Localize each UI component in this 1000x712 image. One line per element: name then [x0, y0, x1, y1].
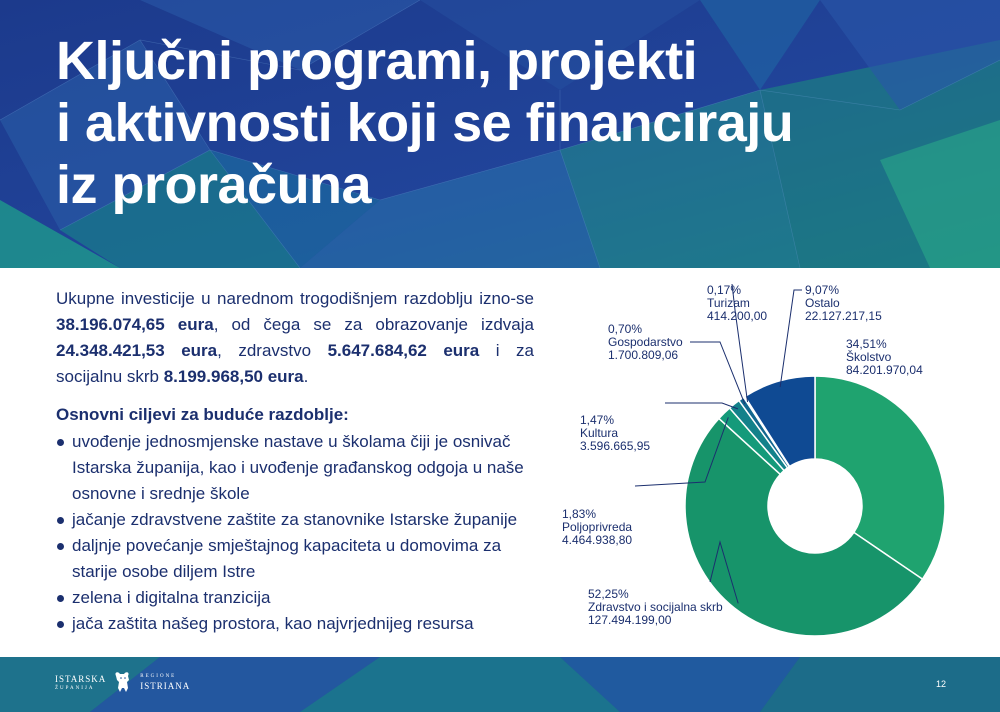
intro-paragraph	[56, 286, 534, 390]
leader-kultura	[665, 403, 738, 409]
donut-slices	[685, 376, 945, 636]
leader-ostalo	[780, 290, 802, 387]
title-line-1: Ključni programi, projekti	[56, 31, 698, 91]
logo-right-name: ISTRIANA	[140, 680, 191, 691]
label-name: Poljoprivreda	[562, 520, 633, 534]
logo-left-sub: ŽUPANIJA	[55, 685, 95, 691]
label-amount: 3.596.665,95	[580, 439, 651, 453]
label-zdravstvo-i-socijalna-skrb	[588, 587, 723, 627]
label-percent: 0,70%	[608, 322, 643, 336]
label-ostalo	[805, 283, 882, 323]
label-name: Kultura	[580, 426, 619, 440]
total-amount: 38.196.074,65 eura	[56, 315, 214, 334]
label-gospodarstvo	[608, 322, 683, 362]
label-skolstvo	[846, 337, 923, 377]
label-percent: 1,47%	[580, 413, 615, 427]
label-amount: 414.200,00	[707, 309, 768, 323]
header-banner	[0, 0, 1000, 268]
intro-text-3: , zdravstvo	[217, 341, 328, 360]
body-text	[56, 286, 534, 637]
education-amount: 24.348.421,53 eura	[56, 341, 218, 360]
leader-gospodarstvo	[690, 342, 745, 404]
footer	[0, 657, 1000, 712]
intro-text-1: Ukupne investicije u narednom trogodišnjem razdoblju izno-se	[56, 289, 534, 308]
logo-left-text	[55, 673, 106, 692]
logo-right-sub: REGIONE	[140, 673, 177, 679]
page-title	[56, 30, 793, 216]
label-percent: 52,25%	[588, 587, 629, 601]
goal-item: zelena i digitalna tranzicija	[56, 585, 534, 611]
title-line-3: iz proračuna	[56, 155, 372, 215]
goat-icon	[112, 670, 134, 694]
goals-list	[56, 429, 534, 637]
label-name: Turizam	[707, 296, 750, 310]
donut-svg	[540, 270, 1000, 650]
intro-text-2: , od čega se za obrazovanje izdvaja	[213, 315, 534, 334]
goal-item: daljnje povećanje smještajnog kapaciteta u domovima za starije osobe diljem Istre	[56, 533, 534, 585]
label-kultura	[580, 413, 650, 453]
social-amount: 8.199.968,50 eura	[163, 367, 304, 386]
label-amount: 84.201.970,04	[846, 363, 923, 377]
logo-right-text	[140, 673, 190, 692]
intro-text-4: i za socijalnu skrb	[56, 341, 534, 386]
page-number: 12	[936, 679, 947, 689]
health-amount: 5.647.684,62 eura	[327, 341, 480, 360]
label-poljoprivreda	[562, 507, 632, 547]
goal-item: uvođenje jednosmjenske nastave u školama čiji je osnivač Istarska županija, kao i uvođenje građanskog odgoja u naše osnovne i srednje škole	[56, 429, 534, 507]
label-turizam	[707, 283, 767, 323]
logo-left-name: ISTARSKA	[55, 673, 107, 684]
goals-heading: Osnovni ciljevi za buduće razdoblje:	[56, 405, 349, 424]
label-name: Gospodarstvo	[608, 335, 683, 349]
label-percent: 0,17%	[707, 283, 742, 297]
label-amount: 127.494.199,00	[588, 613, 672, 627]
label-name: Ostalo	[805, 296, 840, 310]
goal-item: jačanje zdravstvene zaštite za stanovnike Istarske županije	[56, 507, 534, 533]
title-line-2: i aktivnosti koji se financiraju	[56, 93, 794, 153]
goal-item: jača zaštita našeg prostora, kao najvrjednijeg resursa	[56, 611, 534, 637]
intro-text-5: .	[303, 367, 309, 386]
budget-donut-chart	[540, 270, 1000, 650]
label-percent: 34,51%	[846, 337, 887, 351]
label-amount: 22.127.217,15	[805, 309, 882, 323]
label-percent: 1,83%	[562, 507, 597, 521]
label-amount: 1.700.809,06	[608, 348, 679, 362]
label-name: Školstvo	[846, 350, 892, 364]
label-percent: 9,07%	[805, 283, 840, 297]
label-name: Zdravstvo i socijalna skrb	[588, 600, 723, 614]
istarska-zupanija-logo	[55, 670, 190, 694]
label-amount: 4.464.938,80	[562, 533, 633, 547]
